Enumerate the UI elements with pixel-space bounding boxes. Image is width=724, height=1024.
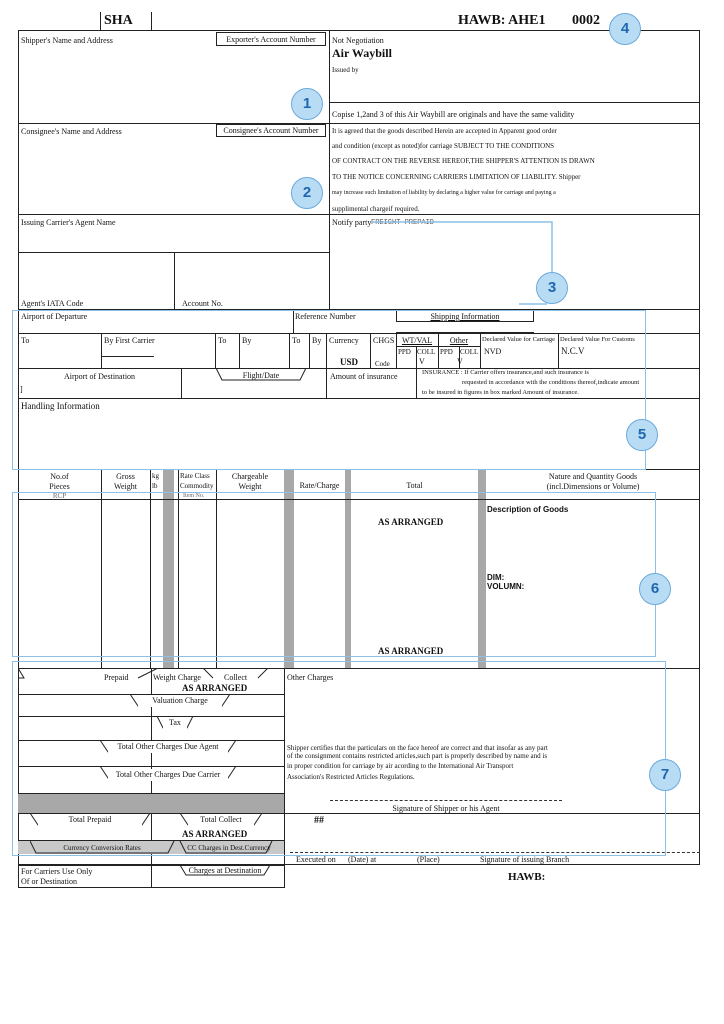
sha-label: SHA <box>104 13 133 28</box>
weight-charge-label: Weight Charge <box>153 673 201 682</box>
certify-line-3: in proper condition for carriage by air acording to the International Air Transport <box>287 762 514 770</box>
certify-line-1: Shipper certifies that the particulars on the face hereof are correct and that insofar as any part <box>287 744 548 752</box>
other-label: Other <box>449 336 469 345</box>
annotation-region-6 <box>12 492 656 657</box>
hash-mark: ## <box>314 815 324 826</box>
volumn-label: VOLUMN: <box>487 582 525 591</box>
annotation-badge-7: 7 <box>649 759 681 791</box>
ppd-label-1: PPD <box>398 348 411 356</box>
wtval-label: WT/VAL <box>401 336 433 345</box>
annotation-badge-3: 3 <box>536 272 568 304</box>
conditions-line-4: TO THE NOTICE CONCERNING CARRIERS LIMITATION OF LIABILITY. Shipper <box>332 173 581 181</box>
nature-header-2: (incl.Dimensions or Volume) <box>546 482 640 491</box>
declared-customs-label: Declared Value For Customs <box>560 336 635 343</box>
shipper-name-label: Shipper's Name and Address <box>21 36 113 45</box>
insurance-line-3: to be insured in figures in box marked Amount of insurance. <box>422 389 579 396</box>
coll-label-1: COLL <box>417 348 436 356</box>
total-other-carrier-label: Total Other Charges Due Carrier <box>108 769 228 781</box>
to-label-3: To <box>292 336 301 345</box>
as-arranged-bottom: AS ARRANGED <box>378 646 444 656</box>
carriers-use-line-2: Of or Destination <box>21 877 77 886</box>
place-label: (Place) <box>417 855 440 864</box>
declared-customs-value: N.C.V <box>561 346 585 356</box>
notify-party-label: Notify party <box>332 218 372 227</box>
gross-header-1: Gross <box>116 472 135 481</box>
chgs-label: CHGS <box>373 336 395 345</box>
rate-charge-header: Rate/Charge <box>299 481 340 490</box>
annotation-badge-2: 2 <box>291 177 323 209</box>
reference-number-label: Reference Number <box>295 312 356 321</box>
other-charges-label: Other Charges <box>287 673 334 682</box>
chargeable-header-2: Weight <box>238 482 262 491</box>
insurance-line-1: INSURANCE : If Carrier offers insurance,and such insurance is <box>422 369 589 376</box>
conditions-line-6: supplimental chargeif required. <box>332 205 420 213</box>
collect-label: Collect <box>224 673 248 682</box>
conditions-line-2: and condition (except as noted)for carriage SUBJECT TO THE CONDITIONS <box>332 142 555 150</box>
conditions-line-1: It is agreed that the goods described Herein are accepted in Apparent good order <box>332 127 557 135</box>
pieces-header-3: RCP <box>52 492 67 500</box>
as-arranged-charges-1: AS ARRANGED <box>182 683 248 693</box>
lb-header: lb <box>152 482 158 490</box>
insurance-line-2: requested in accordance with the conditions thereof,indicate amount <box>462 379 640 386</box>
coll-label-2: COLL <box>460 348 479 356</box>
footer-hawb-label: HAWB: <box>508 871 546 883</box>
as-arranged-charges-2: AS ARRANGED <box>182 829 248 839</box>
as-arranged-top: AS ARRANGED <box>378 517 444 527</box>
iata-code-label: Agent's IATA Code <box>21 299 84 308</box>
total-header: Total <box>406 481 423 490</box>
notify-party-value: FREIGHT PREPAID <box>371 219 435 227</box>
consignee-account-label: Consignee's Account Number <box>223 126 319 135</box>
originals-note: Copise 1,2and 3 of this Air Waybill are originals and have the same validity <box>332 110 575 119</box>
currency-value: USD <box>340 357 359 367</box>
by-label-2: By <box>242 336 252 345</box>
pieces-header-1: No.of <box>50 472 69 481</box>
air-waybill-title: Air Waybill <box>332 46 392 60</box>
pieces-header-2: Pieces <box>49 482 70 491</box>
charges-destination-label: Charges at Destination <box>188 866 262 875</box>
signature-shipper-label: Signature of Shipper or his Agent <box>392 804 500 813</box>
certify-line-2: of the consignment contains restricted articles,such part is properly described by name and is <box>287 752 548 760</box>
currency-label: Currency <box>329 336 359 345</box>
issuing-agent-label: Issuing Carrier's Agent Name <box>21 218 116 227</box>
hawb-label: HAWB: AHE1 <box>458 13 546 28</box>
prepaid-label: Prepaid <box>104 673 129 682</box>
description-of-goods: Description of Goods <box>487 505 569 514</box>
total-collect-label: Total Collect <box>188 814 254 826</box>
account-no-label: Account No. <box>182 299 223 308</box>
total-prepaid-label: Total Prepaid <box>38 814 142 826</box>
declared-carriage-label: Declared Value for Carriage <box>482 336 555 343</box>
handling-info-label: Handling Information <box>21 401 100 411</box>
consignee-name-label: Consignee's Name and Address <box>21 127 122 136</box>
wtval-check: V <box>419 357 425 366</box>
signature-branch-label: Signature of issuing Branch <box>480 855 570 864</box>
annotation-badge-6: 6 <box>639 573 671 605</box>
ppd-label-2: PPD <box>440 348 453 356</box>
date-at-label: (Date) at <box>348 855 377 864</box>
chargeable-header-1: Chargeable <box>231 472 269 481</box>
kg-header: kg <box>152 472 159 480</box>
gross-header-2: Weight <box>114 482 137 491</box>
airport-departure-label: Airport of Departure <box>21 312 88 321</box>
bracket-mark: ] <box>20 385 23 394</box>
executed-on-label: Executed on <box>296 855 336 864</box>
issued-by-label: Issued by <box>332 66 359 74</box>
other-check: V <box>457 357 463 366</box>
rate-class-header-1: Rate Class <box>180 472 210 480</box>
not-negotiable-label: Not Negotiation <box>332 36 384 45</box>
hawb-number: 0002 <box>572 13 600 28</box>
currency-conversion-label: Currency Conversion Rates <box>63 844 141 852</box>
total-other-agent-label: Total Other Charges Due Agent <box>108 741 228 753</box>
cc-charges-label: CC Charges in Dest.Currency <box>187 844 271 852</box>
annotation-badge-5: 5 <box>626 419 658 451</box>
by-first-carrier-label: By First Carrier <box>104 336 155 345</box>
rate-class-header-2: Commodity <box>180 482 214 490</box>
to-label-1: To <box>21 336 30 345</box>
annotation-badge-4: 4 <box>609 13 641 45</box>
conditions-line-5: may increase such limitation of liability by declaring a higher value for carriage and paying a <box>332 190 556 196</box>
code-label: Code <box>375 360 390 368</box>
annotation-badge-1: 1 <box>291 88 323 120</box>
shipping-info-label: Shipping Information <box>430 312 500 321</box>
amount-insurance-label: Amount of insurance <box>330 372 398 381</box>
valuation-charge-label: Valuation Charge <box>138 695 222 707</box>
conditions-line-3: OF CONTRACT ON THE REVERSE HEREOF,THE SHIPPER'S ATTENTION IS DRAWN <box>332 157 595 165</box>
airport-destination-label: Airport of Destination <box>63 372 136 381</box>
shipper-account-label: Exporter's Account Number <box>226 35 316 44</box>
flight-date-label: Flight/Date <box>242 371 280 380</box>
annotation-region-5 <box>12 310 646 470</box>
dim-label: DIM: <box>487 573 505 582</box>
annotation-region-7 <box>12 661 666 856</box>
declared-carriage-value: NVD <box>484 347 502 356</box>
tax-label: Tax <box>163 717 187 729</box>
certify-line-4: Association's Restricted Articles Regulations. <box>287 773 415 781</box>
rate-class-header-3: Item No. <box>183 493 205 499</box>
carriers-use-line-1: For Carriers Use Only <box>21 867 93 876</box>
nature-header-1: Nature and Quantity Goods <box>548 472 638 481</box>
to-label-2: To <box>218 336 227 345</box>
by-label-3: By <box>312 336 322 345</box>
